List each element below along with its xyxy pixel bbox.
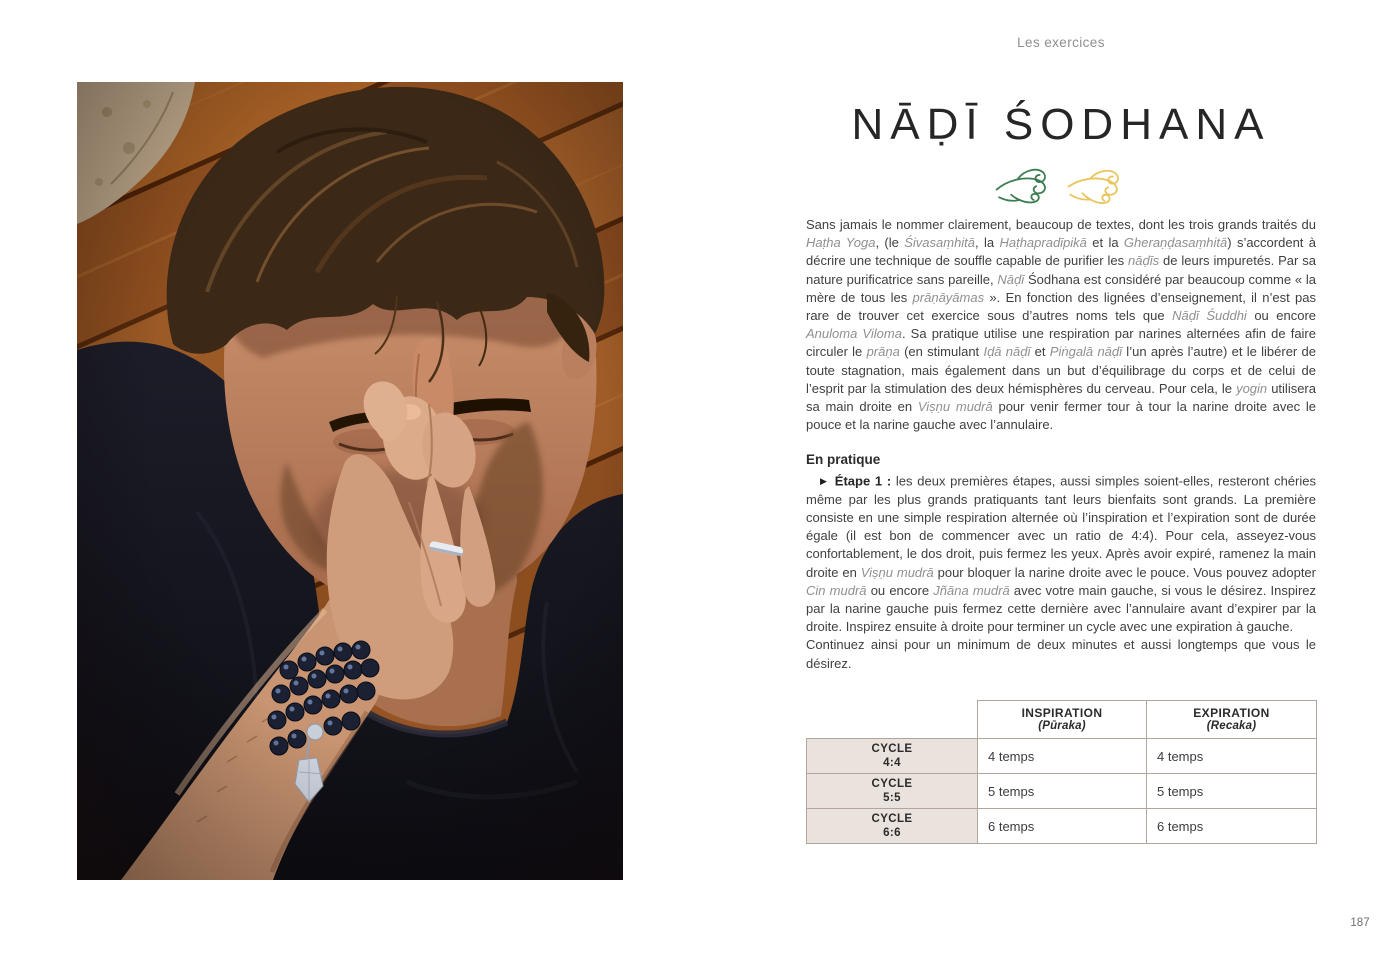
cell-expiration-4: 4 temps <box>1147 739 1317 774</box>
breathing-cycle-table <box>806 700 1317 844</box>
cell-inspiration-5: 5 temps <box>978 774 1147 809</box>
cell-expiration-6: 6 temps <box>1147 809 1317 844</box>
cell-expiration-5: 5 temps <box>1147 774 1317 809</box>
page-title: NĀḌĪ ŚODHANA <box>851 100 1271 149</box>
col-header-expiration: EXPIRATION (Recaka) <box>1147 701 1317 739</box>
col-header-inspiration: INSPIRATION (Pūraka) <box>978 701 1147 739</box>
practice-heading: En pratique <box>806 452 881 467</box>
table-blank-cell <box>807 701 978 739</box>
page-number: 187 <box>1350 917 1370 929</box>
practice-section <box>806 452 1316 673</box>
photo-nadi-shodhana-practitioner <box>77 82 623 880</box>
wind-flourish-green-icon <box>994 166 1056 208</box>
step-1-paragraph: ▶ Étape 1 : les deux premières étapes, aussi simples soient-elles, resteront chéries même par les plus grands pratiquants tant leurs bienfaits sont grands. La première consiste en une simple respiration alternée où l’inspiration et l’expiration sont de durée égale (il est bon de commencer avec un ratio de 4:4). Pour cela, asseyez-vous confortablement, le dos droit, puis fermez les yeux. Après avoir expiré, ramenez la main droite en Viṣṇu mudrā pour bloquer la narine droite avec le pouce. Vous pouvez adopter Cin mudrā ou encore Jñāna mudrā avec votre main gauche, si vous le désirez. Inspirez par la narine gauche puis fermez cette dernière avec l’annulaire avant d’expirer par la droite. Inspirez ensuite à droite pour terminer un cycle avec une expiration à gauche. <box>806 473 1317 635</box>
row-header-cycle-6-6: CYCLE 6:6 <box>807 809 978 844</box>
photo-illustration <box>77 82 623 880</box>
wind-flourish-gold-icon <box>1066 166 1128 208</box>
cell-inspiration-4: 4 temps <box>978 739 1147 774</box>
cell-inspiration-6: 6 temps <box>978 809 1147 844</box>
row-header-cycle-4-4: CYCLE 4:4 <box>807 739 978 774</box>
continue-paragraph: Continuez ainsi pour un minimum de deux minutes et aussi longtemps que vous le désirez. <box>806 637 1316 671</box>
table-header-row <box>807 701 1317 739</box>
ornament-row <box>806 166 1316 208</box>
running-header: Les exercices <box>1017 35 1105 50</box>
row-header-cycle-5-5: CYCLE 5:5 <box>807 774 978 809</box>
photo-vignette <box>77 82 623 880</box>
table-row <box>807 739 1317 774</box>
text-column <box>806 0 1316 958</box>
intro-paragraph: Sans jamais le nommer clairement, beaucoup de textes, dont les trois grands traités du Haṭha Yoga, (le Śivasaṃhitā, la Haṭhapradīpikā et la Gheraṇḍasaṃhitā) s’accordent à décrire une technique de souffle capable de purifier les nāḍīs de leurs impuretés. Par sa nature purificatrice sans pareille, Nāḍī Śodhana est considéré par beaucoup comme « la mère de tous les prāṇāyāmas ». En fonction des lignées d’enseignement, il n’est pas rare de trouver cet exercice sous d’autres noms tels que Nāḍī Śuddhi ou encore Anuloma Viloma. Sa pratique utilise une respiration par narines alternées afin de faire circuler le prāṇa (en stimulant Iḍā nāḍī et Piṅgalā nāḍī l’un après l’autre) et le libérer de toute stagnation, mais également dans un but d’équilibrage du corps et de celui de l’esprit par la stimulation des deux hémisphères du cerveau. Pour cela, le yogin utilisera sa main droite en Viṣṇu mudrā pour venir fermer tour à tour la narine droite avec le pouce et la narine gauche avec l’annulaire. <box>806 217 1317 433</box>
step-bullet-icon: ▶ <box>820 476 831 486</box>
table-row <box>807 809 1317 844</box>
table-row <box>807 774 1317 809</box>
